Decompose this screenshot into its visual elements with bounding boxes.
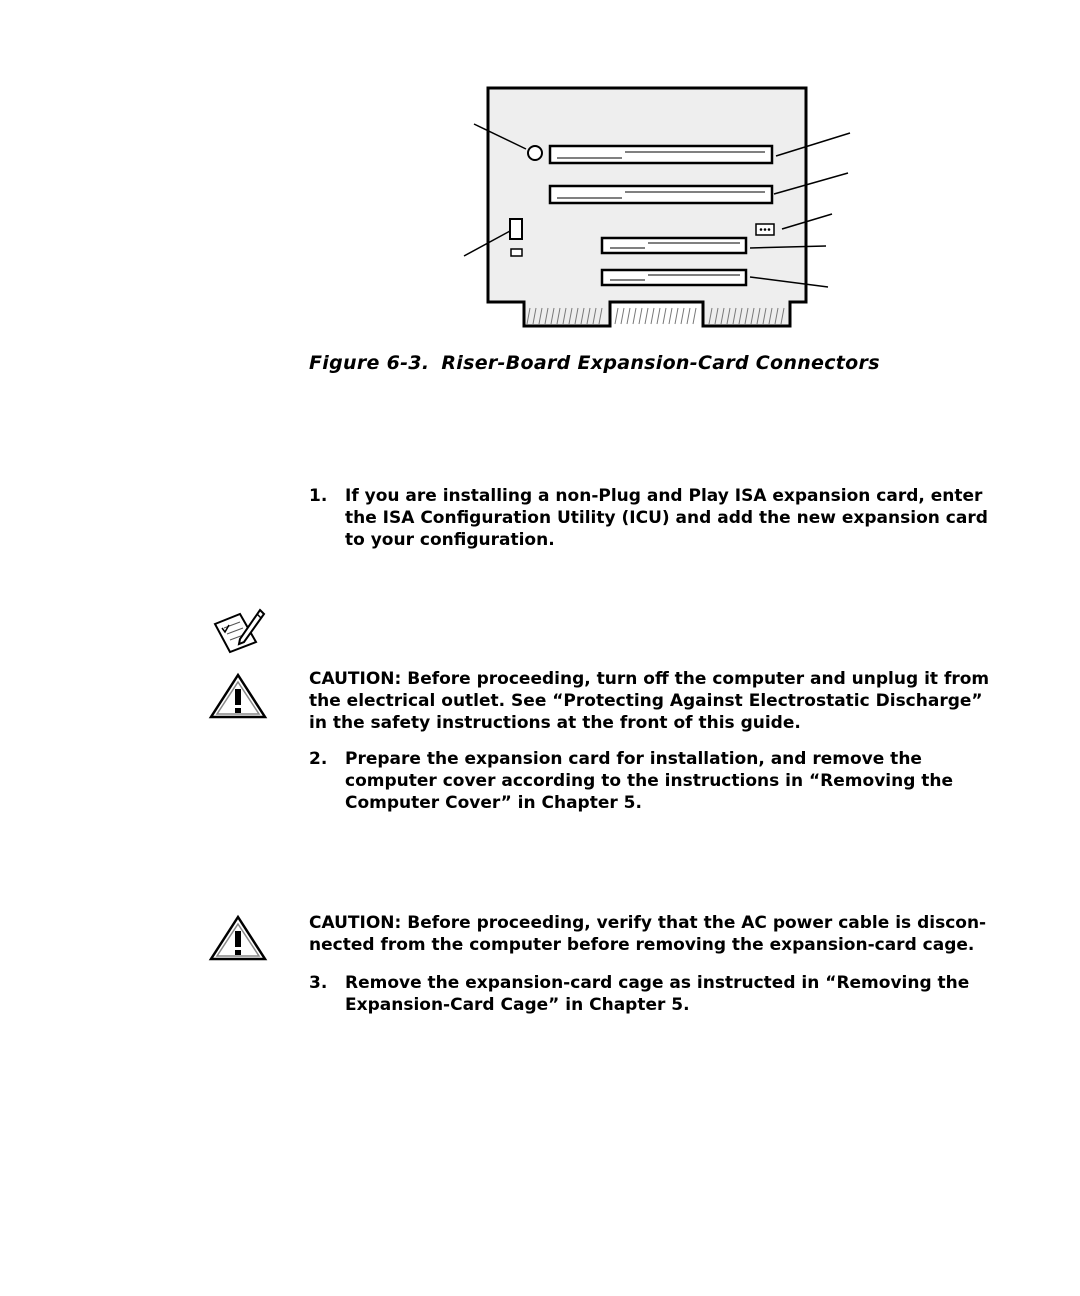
step-number: 1. [309, 486, 328, 506]
caution-text: CAUTION: Before proceeding, turn off the computer and unplug it from the electrical outlet. See “Protecting Against Electrostatic Discharge” in the safety instructions at the front of this guide. [309, 669, 990, 733]
expansion-slot-4 [602, 270, 746, 285]
riser-board-figure [460, 80, 860, 330]
figure-caption-title: Riser-Board Expansion-Card Connectors [441, 352, 880, 374]
step-3 [309, 972, 999, 1016]
step-text: Prepare the expansion card for installation, and remove the computer cover according to the instructions in “Removing the Computer Cover” in Chapter 5. [345, 749, 954, 813]
left-component-large [510, 219, 522, 239]
expansion-slot-1 [550, 146, 772, 163]
step-text: Remove the expansion-card cage as instructed in “Removing the Expansion-Card Cage” in Chapter 5. [345, 973, 970, 1015]
figure-caption [309, 352, 880, 374]
small-header-connector [756, 224, 774, 235]
step-text: If you are installing a non-Plug and Play ISA expansion card, enter the ISA Configuration Utility (ICU) and add the new expansion card to your configuration. [345, 486, 988, 550]
caution-triangle-icon [208, 914, 268, 962]
expansion-slot-2 [550, 186, 772, 203]
expansion-slot-3 [602, 238, 746, 253]
step-2 [309, 748, 999, 814]
riser-board-outline [488, 88, 806, 326]
mounting-hole [528, 146, 542, 160]
figure-caption-label: Figure 6-3. [309, 352, 430, 374]
step-number: 3. [309, 973, 328, 993]
caution-text: CAUTION: Before proceeding, verify that the AC power cable is discon-nected from the computer before removing the expansion-card cage. [309, 913, 987, 955]
step-number: 2. [309, 749, 328, 769]
left-component-small [511, 249, 522, 256]
note-pencil-icon [210, 606, 266, 656]
step-1 [309, 485, 999, 551]
caution-triangle-icon [208, 672, 268, 720]
